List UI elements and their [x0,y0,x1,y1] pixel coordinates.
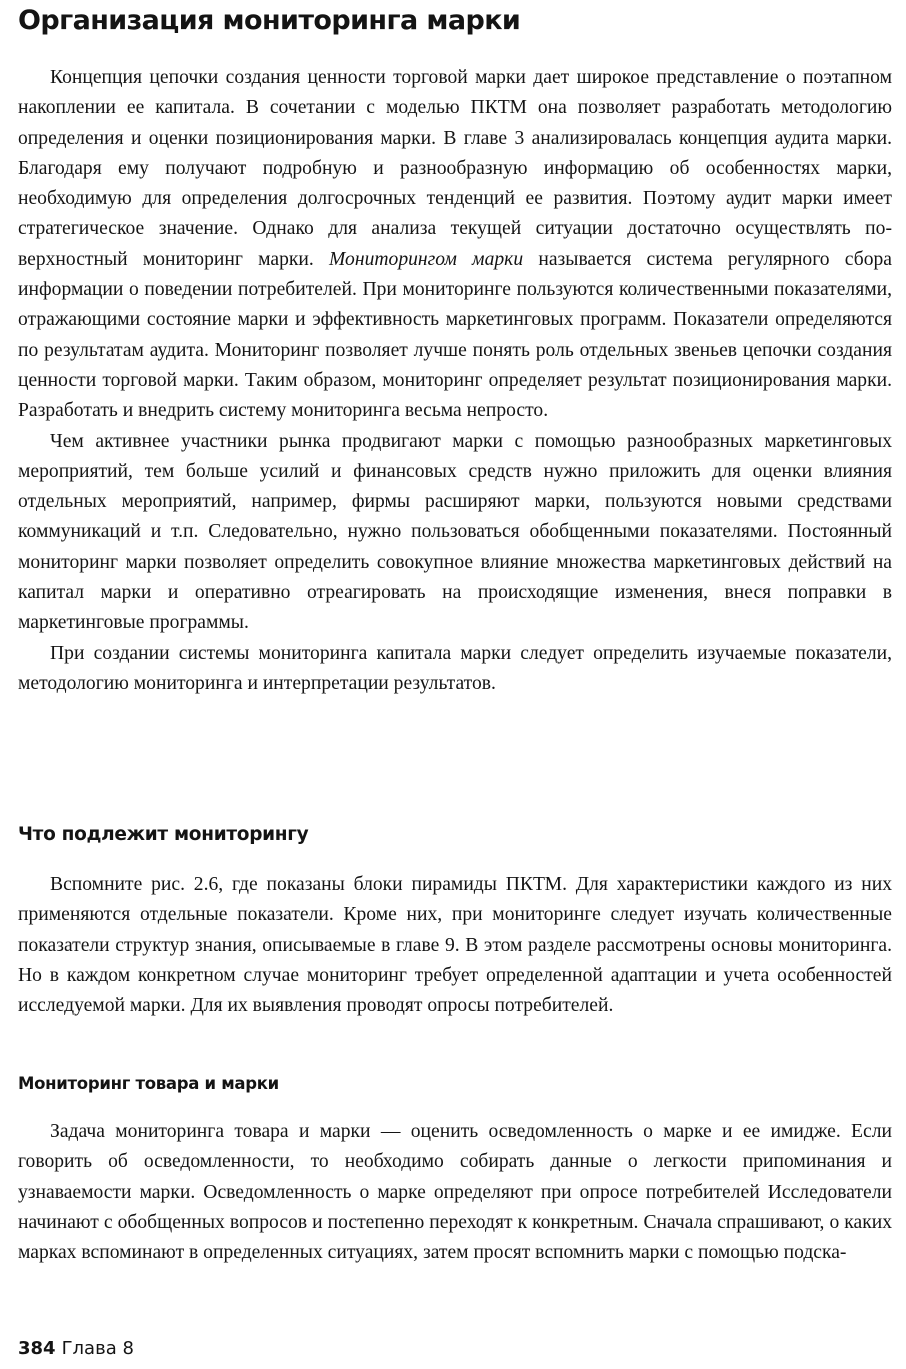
paragraph-what-to-monitor: Вспомните рис. 2.6, где показаны блоки пирамиды ПКТМ. Для характеристики каждого из них применяются отдельные показатели. Кроме них, при мониторинге следует изучать количественные показатели структур знания, описываемые в главе 9. В этом разделе рассмотрены основы мониторинга. Но в каждом конкретном случае мониторинг требует определенной адаптации и учета особенностей исследуемой марки. Для их выявления проводят опросы потребителей. [18,874,892,1017]
paragraph-intro [18,63,892,427]
page-number: 384 [18,1338,56,1359]
document-page [18,0,892,1359]
page-title: Организация мониторинга марки [18,5,521,36]
page-footer [18,1338,134,1359]
subsection-heading: Мониторинг товара и марки [18,1074,279,1093]
section-heading: Что подлежит мониторингу [18,824,309,845]
chapter-label: Глава 8 [61,1338,134,1359]
paragraph-product-brand-monitoring: Задача мониторинга товара и марки — оценить осведомленность о марке и ее имидже. Если говорить об осведомленности, то необходимо собирать данные о легкости припоминания и узнаваемости марки. Осведомленность о марке определяют при опросе потребителей Исследователи начинают с обобщенных вопросов и постепенно переходят к конкретным. Сначала спрашивают, о каких марках вспоминают в определенных ситуациях, затем просят вспомнить марки с помощью подска- [18,1121,892,1264]
paragraph-system-creation: При создании системы мониторинга капитала марки следует определить изучаемые показатели, методологию мониторинга и интерпретации результатов. [18,642,892,694]
paragraph-intro-text-2: называется система регулярного сбора информации о поведении потребителей. При мониторинге пользуются количественными показателями, отражающими состояние марки и эффективность маркетинговых программ. Показатели определяются по результатам аудита. Мониторинг позволяет лучше понять роль отдельных звеньев цепочки создания ценности торговой марки. Таким образом, мониторинг определяет результат позиционирования марки. Разработать и внедрить систему мониторинга весьма непросто. [18,248,892,422]
paragraph-intro-text-1: Концепция цепочки создания ценности торговой марки дает широкое представление о поэтапном накоплении ее капитала. В сочетании с моделью ПКТМ она позволяет разработать методологию определения и оценки позиционирования марки. В главе 3 анализировалась концепция аудита марки. Благодаря ему получают подробную и разнообразную информацию об особенностях марки, необходимую для определения долгосрочных тенденций ее развития. Поэтому аудит марки имеет стратегическое значение. Однако для анализа текущей ситуации достаточно осуществлять поверхностный мониторинг марки. [18,67,892,270]
term-brand-monitoring: Мониторингом марки [329,248,524,270]
paragraph-marketing-activity: Чем активнее участники рынка продвигают марки с помощью разнообразных маркетинговых мероприятий, тем больше усилий и финансовых средств нужно приложить для оценки влияния отдельных мероприятий, например, фирмы расширяют марки, пользуются новыми средствами коммуникаций и т.п. Следовательно, нужно пользоваться обобщенными показателями. Постоянный мониторинг марки позволяет определить совокупное влияние множества маркетинговых действий на капитал марки и оперативно отреагировать на происходящие изменения, внеся поправки в маркетинговые программы. [18,430,892,634]
